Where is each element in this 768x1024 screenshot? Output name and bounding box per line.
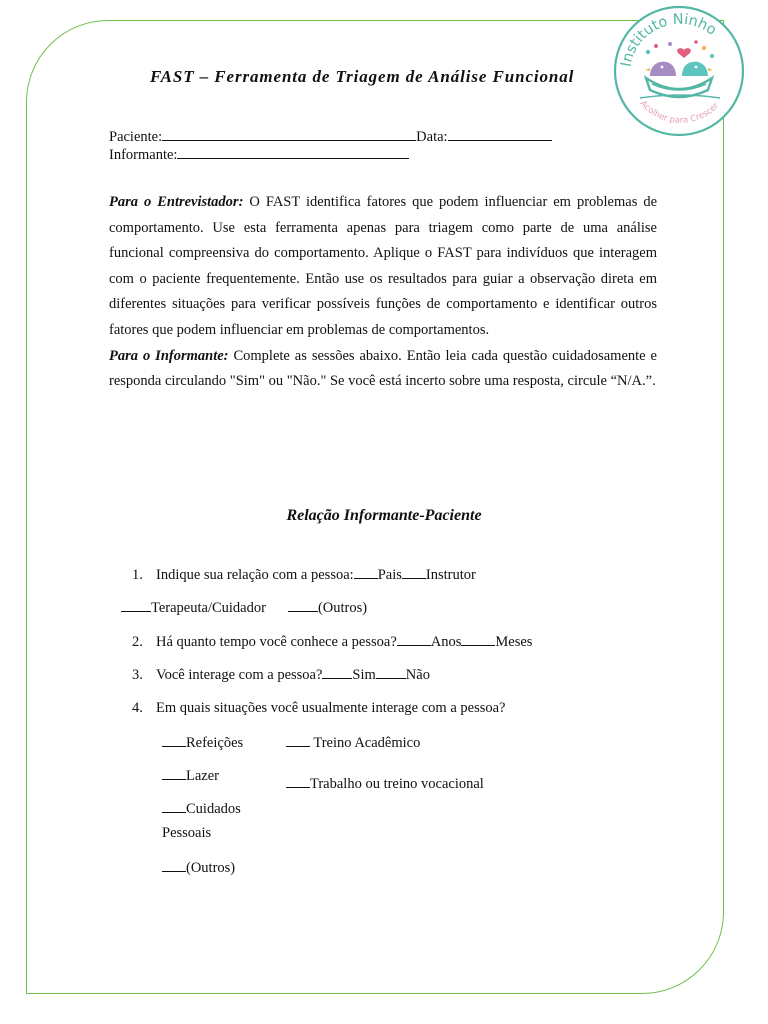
academic-blank[interactable] [286,734,310,747]
logo-name: Instituto Ninho [618,11,720,69]
option-therapist: Terapeuta/Cuidador [151,600,266,616]
option-no: Não [405,667,430,683]
logo-tagline: Acolher para Crescer [637,98,722,126]
option-yes: Sim [352,667,376,683]
question-4 [132,700,506,717]
option-parents: Pais [377,567,402,583]
situation-academic: Treino Acadêmico [286,734,420,752]
instructions [109,190,657,395]
instituto-ninho-logo [610,4,748,138]
option-instructor: Instrutor [425,567,476,583]
care-blank[interactable] [162,800,186,813]
situation-meals: Refeições [162,734,243,752]
question-number: 1. [132,567,143,583]
no-blank[interactable] [376,666,406,679]
yes-blank[interactable] [322,666,352,679]
date-field[interactable] [448,128,552,141]
vocational-blank[interactable] [286,775,310,788]
question-number: 3. [132,667,143,683]
leisure-blank[interactable] [162,767,186,780]
section-title: Relação Informante-Paciente [286,507,482,524]
question-3 [132,666,430,684]
interviewer-label: Para o Entrevistador: [109,194,244,210]
situation-care-continued: Pessoais [162,825,212,841]
situation-vocational: Trabalho ou treino vocacional [286,775,484,793]
situation-leisure: Lazer [162,767,219,785]
informant-instructions-text: Complete as sessões abaixo. Então leia cada questão cuidadosamente e responda circulando "Sim" ou "Não." Se você está incerto sobre uma resposta, circule “N/A.”. [109,347,657,390]
years-blank[interactable] [397,633,431,646]
question-text: Você interage com a pessoa? [156,667,323,683]
informant-label: Informante: [109,147,178,163]
patient-date-line [109,128,552,146]
situation-care: Cuidados [162,800,241,818]
situation-others: (Outros) [162,859,235,877]
question-text: Há quanto tempo você conhece a pessoa? [156,634,397,650]
informant-instructions-label: Para o Informante: [109,347,229,364]
others-blank[interactable] [288,599,318,612]
situation-others-blank[interactable] [162,859,186,872]
informant-line [109,146,409,164]
question-text: Em quais situações você usualmente interage com a pessoa? [156,700,506,716]
informant-paragraph [109,344,657,395]
patient-label: Paciente: [109,129,163,145]
interviewer-text: O FAST identifica fatores que podem influenciar em problemas de comportamento. Use esta ferramenta apenas para triagem como parte de uma análise funcional compreensiva do comportamento. Aplique o FAST para indivíduos que interagem com o paciente frequentemente. Então use os resultados para guiar a observação direta em diferentes situações para verificar possíveis funções de comportamento e identificar outros fatores que podem influenciar em problemas de comportamentos. [109,194,658,338]
question-text: Indique sua relação com a pessoa: [156,567,354,583]
parents-blank[interactable] [354,566,378,579]
document-title: FAST – Ferramenta de Triagem de Análise Funcional [150,67,575,86]
option-months: Meses [495,634,533,650]
question-1 [132,566,476,584]
informant-field[interactable] [177,146,409,159]
months-blank[interactable] [461,633,495,646]
interviewer-paragraph [109,190,657,344]
meals-blank[interactable] [162,734,186,747]
date-label: Data: [416,129,448,145]
option-years: Anos [430,634,462,650]
question-number: 4. [132,700,143,716]
option-others: (Outros) [317,600,368,616]
question-1-continued [121,599,367,617]
question-2 [132,633,532,651]
instructor-blank[interactable] [402,566,426,579]
patient-field[interactable] [162,128,416,141]
therapist-blank[interactable] [121,599,151,612]
question-number: 2. [132,634,143,650]
